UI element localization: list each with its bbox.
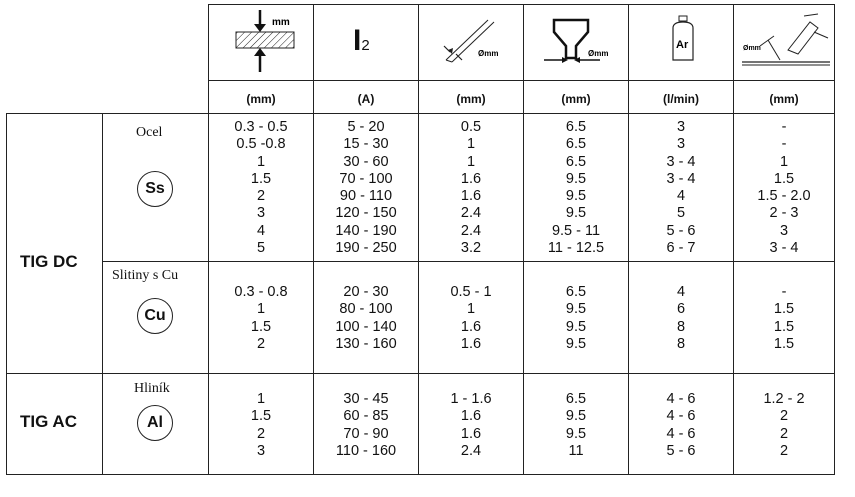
unit-header: (mm) [769,92,799,106]
table-cell: 6.5 [565,153,587,170]
table-cell: 9.5 [565,318,587,335]
table-cell: 11 [568,442,584,459]
table-cell: 6.5 [565,391,587,407]
table-cell: - [781,136,787,153]
table-cell: 1.5 [773,318,795,335]
current-subscript: 2 [361,37,370,54]
table-cell: 3 - 4 [666,170,696,187]
table-cell: 4 [256,222,266,239]
table-cell: 1.5 [773,170,795,187]
table-cell: 30 - 45 [343,391,389,407]
unit-header: (mm) [561,92,591,106]
table-cell: - [781,119,787,135]
table-cell: 8 [676,318,686,335]
table-cell: 1.6 [460,170,482,187]
table-cell: 1.5 [250,318,272,335]
table-cell: 1.6 [460,318,482,335]
table-cell: 120 - 150 [335,205,397,222]
unit-header: (mm) [456,92,486,106]
table-cell: 130 - 160 [335,335,397,352]
table-cell: 70 - 100 [339,170,393,187]
table-cell: 3 [676,119,686,135]
electrode-diameter-values [419,284,523,353]
table-cell: 1.6 [460,188,482,205]
table-cell: 1.5 [773,335,795,352]
table-cell: 190 - 250 [335,240,397,257]
table-cell: 30 - 60 [343,153,389,170]
thickness-unit-label: mm [272,17,290,28]
material-name: Slitiny s Cu [112,268,179,283]
table-cell: 1.6 [460,408,482,425]
table-cell: 0.5 -0.8 [236,136,286,153]
nozzle-diameter-values [524,391,628,460]
table-cell: 2 [779,408,789,425]
table-cell: 8 [676,335,686,352]
table-cell: 6.5 [565,284,587,300]
table-cell: 110 - 160 [335,442,397,459]
table-cell: 0.5 [460,119,482,135]
argon-label: Ar [676,39,689,51]
table-cell: 2 - 3 [769,205,799,222]
grid-line [102,261,835,262]
table-cell: 1.6 [460,425,482,442]
table-cell: 9.5 [565,170,587,187]
table-cell: 100 - 140 [335,318,397,335]
table-cell: 9.5 [565,408,587,425]
material-symbol-badge: Ss [137,171,173,207]
table-cell: 9.5 [565,335,587,352]
table-cell: 4 - 6 [666,391,696,407]
filler-unit-label: Ømm [743,45,761,52]
table-cell: 11 - 12.5 [547,240,605,257]
material-thickness-values [209,284,313,353]
table-cell: 5 - 20 [347,119,385,135]
unit-header: (mm) [246,92,276,106]
unit-header: (l/min) [663,92,699,106]
filler-rod-values [734,284,834,353]
table-cell: 1 [466,301,476,318]
table-cell: 1 [466,153,476,170]
nozzle-diameter-values [524,284,628,353]
material-symbol-badge: Al [137,405,173,441]
electrode-diameter-icon [440,16,510,66]
filler-rod-icon [740,10,832,68]
table-cell: 4 [676,284,686,300]
table-cell: 1 [256,153,266,170]
table-cell: 70 - 90 [343,425,389,442]
filler-rod-values [734,119,834,257]
table-cell: 2 [256,335,266,352]
grid-line [834,4,835,475]
table-cell: 2 [779,442,789,459]
material-symbol-badge: Cu [137,298,173,334]
table-cell: 3 - 4 [769,240,799,257]
table-cell: 80 - 100 [339,301,393,318]
table-cell: 2.4 [460,442,482,459]
table-cell: 3 [256,442,266,459]
table-cell: 0.3 - 0.5 [234,119,288,135]
table-cell: 3 [779,222,789,239]
table-cell: 1.5 [773,301,795,318]
table-cell: 1 [466,136,476,153]
grid-line [6,474,835,475]
table-cell: 5 - 6 [666,222,696,239]
table-cell: 1.5 [250,170,272,187]
table-cell: 0.3 - 0.8 [234,284,288,300]
current-values [314,119,418,257]
table-cell: - [781,284,787,300]
table-cell: 1 [256,391,266,407]
table-cell: 6.5 [565,119,587,135]
current-values [314,391,418,460]
process-label: TIG DC [20,252,78,271]
table-cell: 5 [676,205,686,222]
nozzle-diameter-values [524,119,628,257]
table-cell: 2 [256,425,266,442]
argon-gas-icon [668,14,698,64]
table-cell: 9.5 [565,425,587,442]
table-cell: 2 [779,425,789,442]
material-thickness-values [209,119,313,257]
grid-line [102,113,103,475]
table-cell: 1.6 [460,335,482,352]
table-cell: 140 - 190 [335,222,397,239]
table-cell: 60 - 85 [343,408,389,425]
material-name: Ocel [136,125,163,140]
table-cell: 1 [256,301,266,318]
table-cell: 3 [256,205,266,222]
grid-line [6,373,835,374]
grid-line [208,80,835,81]
table-cell: 9.5 - 11 [551,222,601,239]
table-cell: 1.2 - 2 [763,391,805,407]
electrode-unit-label: Ømm [478,49,499,58]
current-symbol: I [353,24,362,57]
table-cell: 5 [256,240,266,257]
unit-header: (A) [357,92,375,106]
material-thickness-icon [226,8,298,74]
current-values [314,284,418,353]
table-cell: 9.5 [565,205,587,222]
table-cell: 1.5 [250,408,272,425]
table-cell: 20 - 30 [343,284,389,300]
gas-flow-values [629,284,733,353]
table-cell: 6 [676,301,686,318]
table-cell: 2.4 [460,222,482,239]
table-cell: 6.5 [565,136,587,153]
process-label: TIG AC [20,412,77,431]
table-cell: 0.5 - 1 [450,284,492,300]
filler-rod-values [734,391,834,460]
electrode-diameter-values [419,391,523,460]
table-cell: 9.5 [565,188,587,205]
nozzle-unit-label: Ømm [588,49,609,58]
table-cell: 2 [256,188,266,205]
table-cell: 4 [676,188,686,205]
material-thickness-values [209,391,313,460]
table-cell: 3.2 [460,240,482,257]
gas-flow-values [629,119,733,257]
table-cell: 15 - 30 [343,136,389,153]
grid-line [6,113,835,114]
table-cell: 6 - 7 [666,240,696,257]
table-cell: 1 - 1.6 [450,391,492,407]
table-cell: 9.5 [565,301,587,318]
table-cell: 4 - 6 [666,408,696,425]
grid-line [6,113,7,475]
gas-flow-values [629,391,733,460]
grid-line [208,4,835,5]
electrode-diameter-values [419,119,523,257]
table-cell: 2.4 [460,205,482,222]
current-icon [353,26,383,62]
material-name: Hliník [134,381,170,396]
table-cell: 5 - 6 [666,442,696,459]
table-cell: 4 - 6 [666,425,696,442]
table-cell: 1 [779,153,789,170]
table-cell: 3 [676,136,686,153]
table-cell: 1.5 - 2.0 [757,188,811,205]
table-cell: 3 - 4 [666,153,696,170]
nozzle-diameter-icon [540,14,615,66]
table-cell: 90 - 110 [339,188,393,205]
